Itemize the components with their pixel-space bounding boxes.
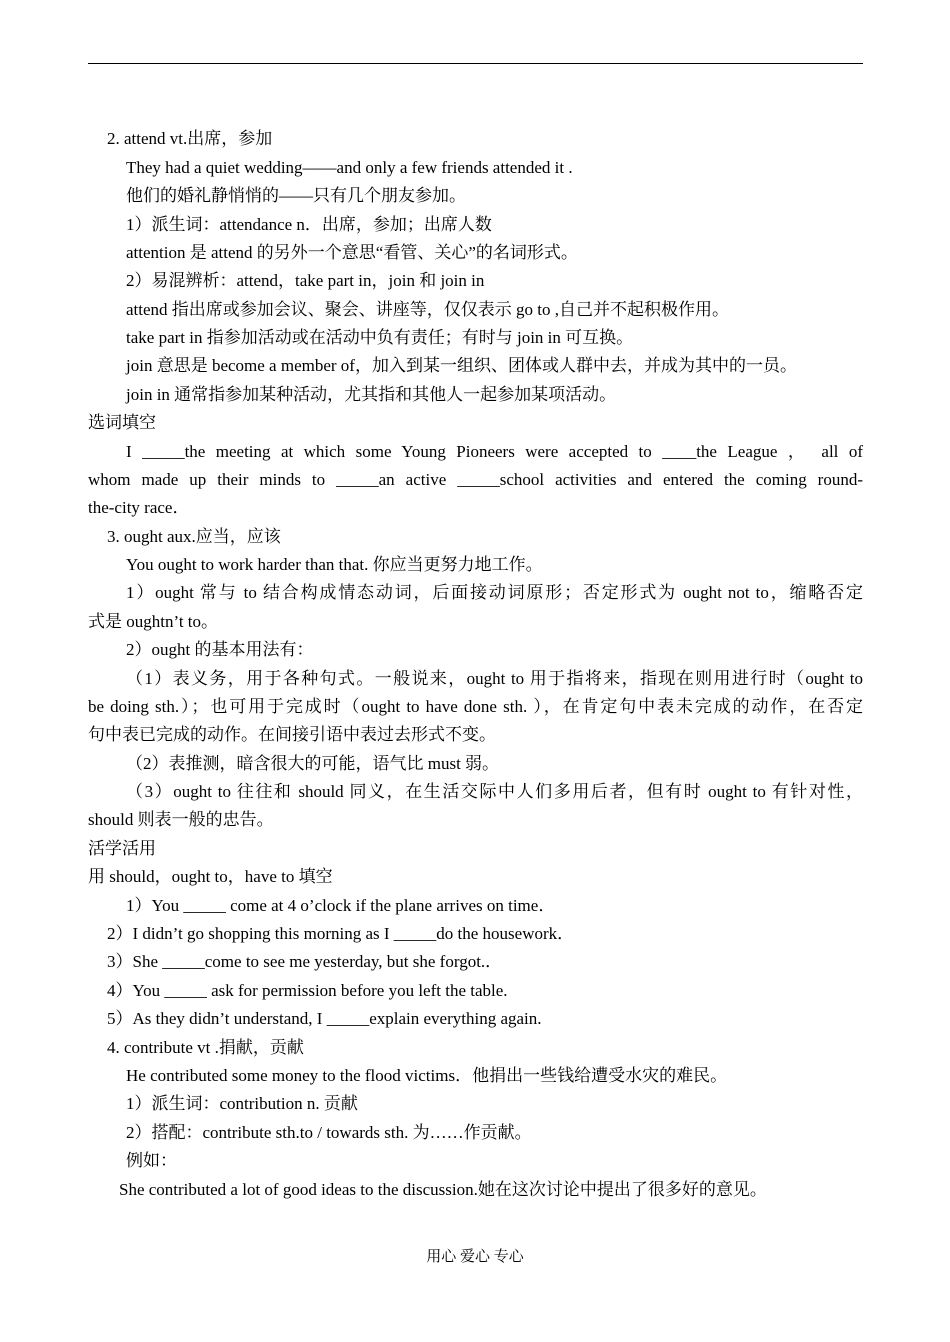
derivative-note: 1）派生词：contribution n. 贡献 [126,1094,358,1113]
note-line: take part in 指参加活动或在活动中负有责任；有时与 join in 可互换。 [126,328,634,347]
practice-instruction: 用 should，ought to，have to 填空 [88,867,333,886]
usage-heading: 2）ought 的基本用法有： [126,640,314,659]
practice-item: 3）She _____come to see me yesterday, but she forgot.． [107,952,503,971]
exercise-heading: 选词填空 [88,413,156,432]
usage-line: 句中表已完成的动作。在间接引语中表过去形式不变。 [88,725,496,744]
practice-item: 5）As they didn’t understand, I _____explain everything again. [107,1009,542,1028]
example-sentence: He contributed some money to the flood victims．他捐出一些钱给遭受水灾的难民。 [126,1066,728,1085]
note-line: 式是 oughtn’t to。 [88,612,219,631]
collocation-note: 2）搭配：contribute sth.to / towards sth. 为……作贡献。 [126,1123,532,1142]
exercise-line: whom made up their minds to _____an active _____school activities and entered the coming round- [88,470,863,489]
example-sentence: She contributed a lot of good ideas to the discussion.她在这次讨论中提出了很多好的意见。 [119,1180,767,1199]
note-line: join in 通常指参加某种活动，尤其指和其他人一起参加某项活动。 [126,385,617,404]
usage-line: should 则表一般的忠告。 [88,810,274,829]
note-line: attention 是 attend 的另外一个意思“看管、关心”的名词形式。 [126,243,578,262]
usage-line: be doing sth.）；也可用于完成时（ought to have done sth. ），在肯定句中表未完成的动作，在否定 [88,697,863,716]
usage-line: （1）表义务，用于各种句式。一般说来，ought to 用于指将来，指现在则用进行时（ought to [126,669,863,688]
section-heading-ought: 3. ought aux.应当，应该 [107,527,281,546]
derivative-note: 1）派生词：attendance n．出席，参加；出席人数 [126,215,492,234]
example-translation: 他们的婚礼静悄悄的——只有几个朋友参加。 [126,186,466,205]
page-footer: 用心 爱心 专心 [426,1249,524,1265]
practice-item: 4）You _____ ask for permission before you left the table. [107,981,508,1000]
section-heading-attend: 2. attend vt.出席，参加 [107,129,273,148]
note-line: 1）ought 常与 to 结合构成情态动词，后面接动词原形；否定形式为 ought not to，缩略否定 [126,583,863,602]
note-line: join 意思是 become a member of，加入到某一组织、团体或人群中去，并成为其中的一员。 [126,356,797,375]
example-sentence: You ought to work harder than that. 你应当更努力地工作。 [126,555,543,574]
note-line: attend 指出席或参加会议、聚会、讲座等，仅仅表示 go to ,自己并不起积极作用。 [126,300,730,319]
usage-line: （2）表推测，暗含很大的可能，语气比 must 弱。 [126,754,500,773]
exercise-line: I _____the meeting at which some Young Pioneers were accepted to ____the League ， all of [126,442,863,461]
practice-heading: 活学活用 [88,839,156,858]
example-sentence: They had a quiet wedding——and only a few friends attended it . [126,158,573,177]
practice-item: 2）I didn’t go shopping this morning as I _____do the housework． [107,924,575,943]
example-label: 例如： [126,1151,177,1170]
header-rule [88,63,863,64]
exercise-line: the-city race． [88,498,190,517]
section-heading-contribute: 4. contribute vt .捐献，贡献 [107,1038,304,1057]
distinction-heading: 2）易混辨析：attend，take part in，join 和 join in [126,271,485,290]
practice-item: 1）You _____ come at 4 o’clock if the plane arrives on time． [126,896,556,915]
usage-line: （3）ought to 往往和 should 同义，在生活交际中人们多用后者，但有时 ought to 有针对性， [126,782,863,801]
